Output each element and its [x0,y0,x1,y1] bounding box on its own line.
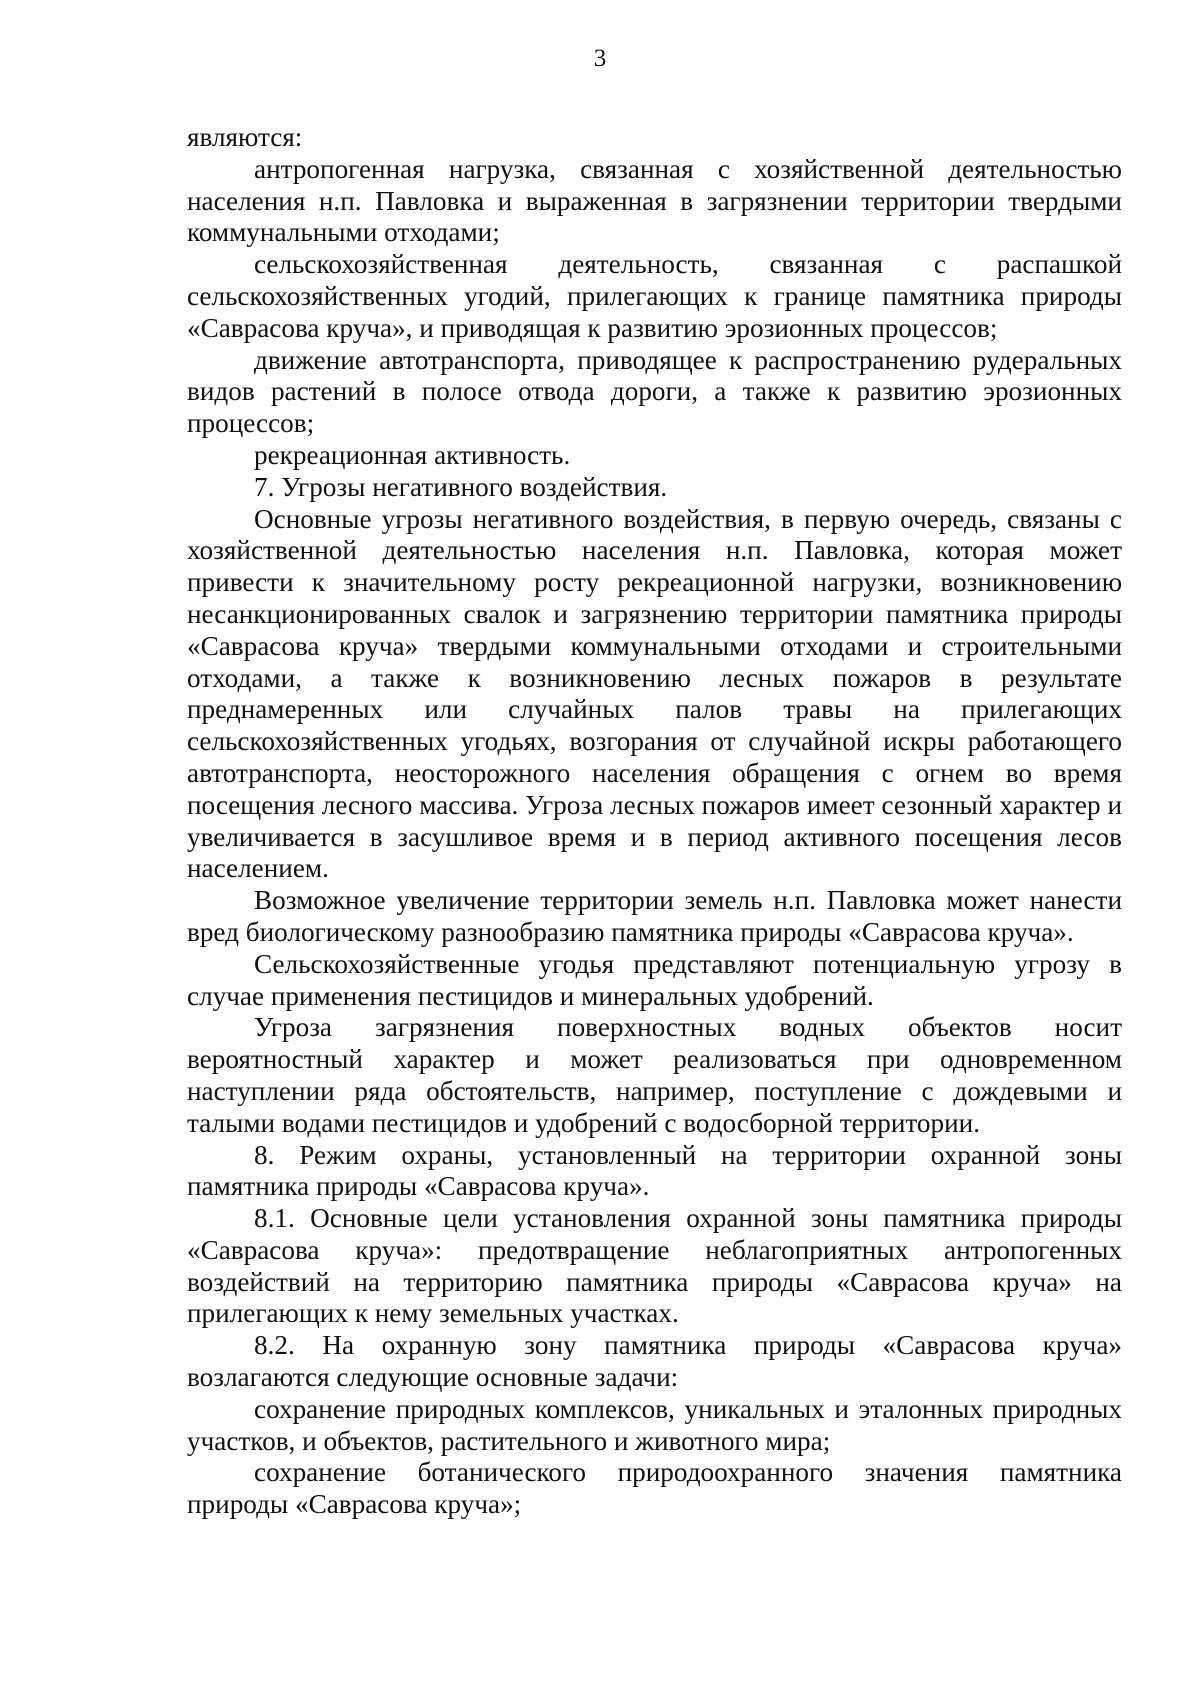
section-heading-8: 8. Режим охраны, установленный на территории охранной зоны памятника природы «Саврасова круча». [187,1139,1122,1202]
section-8-1: 8.1. Основные цели установления охранной зоны памятника природы «Саврасова круча»: предотвращение неблагоприятных антропогенных воздействий на территорию памятника природы «Саврасова круча» на прилегающих к нему земельных участках. [187,1203,1122,1329]
paragraph-continuation: являются: [187,122,303,152]
paragraph-anthropogenic-load: антропогенная нагрузка, связанная с хозяйственной деятельностью населения н.п. Павловка и выраженная в загрязнении территории твердыми коммунальными отходами; [187,153,1122,248]
paragraph-territory-expansion: Возможное увеличение территории земель н.п. Павловка может нанести вред биологическому разнообразию памятника природы «Саврасова круча». [187,885,1122,947]
paragraph-agricultural-activity: сельскохозяйственная деятельность, связанная с распашкой сельскохозяйственных угодий, прилегающих к границе памятника природы «Саврасова круча», и приводящая к развитию эрозионных процессов; [187,249,1122,343]
paragraph-preserve-botanical-value: сохранение ботанического природоохранного значения памятника природы «Саврасова круча»; [187,1457,1122,1520]
paragraph-water-pollution: Угроза загрязнения поверхностных водных объектов носит вероятностный характер и может реализоваться при одновременном наступлении ряда обстоятельств, например, поступление с дождевыми и талыми водами пестицидов и удобрений с водосборной территории. [187,1012,1122,1138]
paragraph-main-threats: Основные угрозы негативного воздействия, в первую очередь, связаны с хозяйственной деятельностью населения н.п. Павловка, которая может привести к значительному росту рекреационной нагрузки, возникновению несанкционированных свалок и загрязнению территории памятника природы «Саврасова круча» твердыми коммунальными отходами и строительными отходами, а также к возникновению лесных пожаров в результате преднамеренных или случайных палов травы на прилегающих сельскохозяйственных угодьях, возгорания от случайной искры работающего автотранспорта, неосторожного населения обращения с огнем во время посещения лесного массива. Угроза лесных пожаров имеет сезонный характер и увеличивается в засушливое время и в период активного посещения лесов населением. [187,503,1122,884]
paragraph-preserve-complexes: сохранение природных комплексов, уникальных и эталонных природных участков, и объектов, растительного и животного мира; [187,1393,1122,1456]
paragraph-recreational-activity: рекреационная активность. [254,439,571,470]
section-heading-7: 7. Угрозы негативного воздействия. [254,471,668,502]
paragraph-farmland-threat: Сельскохозяйственные угодья представляют потенциальную угрозу в случае применения пестицидов и минеральных удобрений. [187,948,1122,1011]
section-8-2: 8.2. На охранную зону памятника природы «Саврасова круча» возлагаются следующие основные задачи: [187,1330,1122,1393]
paragraph-vehicle-traffic: движение автотранспорта, приводящее к распространению рудеральных видов растений в полосе отвода дороги, а также к развитию эрозионных процессов; [187,344,1122,439]
document-body [187,122,1122,1521]
page-number: 3 [593,45,607,72]
